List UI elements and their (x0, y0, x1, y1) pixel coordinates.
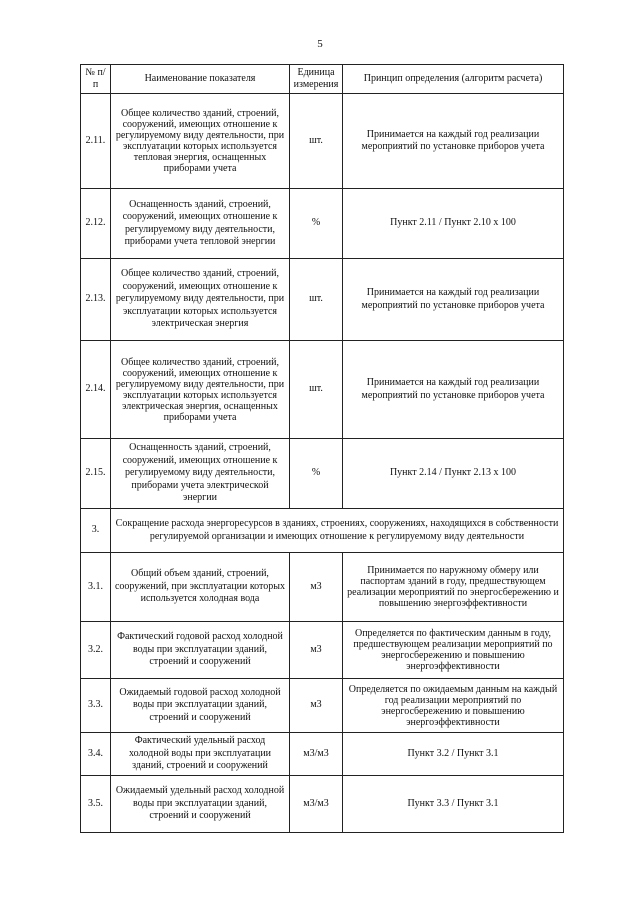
row-name: Фактический годовой расход холодной воды при эксплуатации зданий, строений и сооружений (111, 622, 290, 679)
page-number: 5 (317, 38, 323, 50)
header-unit: Единица измерения (290, 65, 343, 94)
table-row (81, 679, 564, 733)
row-num: 2.14. (81, 341, 111, 439)
row-method: Принимается на каждый год реализации мероприятий по установке приборов учета (343, 94, 564, 189)
row-num: 3.1. (81, 553, 111, 622)
row-name: Фактический удельный расход холодной воды при эксплуатации зданий, строений и сооружений (111, 733, 290, 776)
table-row (81, 189, 564, 259)
row-unit: м3 (290, 622, 343, 679)
row-num: 3.3. (81, 679, 111, 733)
row-name: Ожидаемый годовой расход холодной воды при эксплуатации зданий, строений и сооружений (111, 679, 290, 733)
row-unit: м3 (290, 679, 343, 733)
row-num: 2.15. (81, 439, 111, 509)
section-title: Сокращение расхода энергоресурсов в зданиях, строениях, сооружениях, находящихся в собственности регулируемой организации и имеющих отношение к регулируемому виду деятельности (111, 509, 564, 553)
table-header-row (81, 65, 564, 94)
row-unit: % (290, 189, 343, 259)
table-row (81, 733, 564, 776)
header-method: Принцип определения (алгоритм расчета) (343, 65, 564, 94)
table-row (81, 341, 564, 439)
table-row (81, 776, 564, 833)
row-method: Пункт 3.3 / Пункт 3.1 (343, 776, 564, 833)
row-num: 2.12. (81, 189, 111, 259)
row-name: Общее количество зданий, строений, сооружений, имеющих отношение к регулируемому виду деятельности, при эксплуатации которых используется тепловая энергия, оснащенных приборами учета (111, 94, 290, 189)
row-name: Общее количество зданий, строений, сооружений, имеющих отношение к регулируемому виду деятельности, при эксплуатации которых используется электрическая энергия (111, 259, 290, 341)
table-row (81, 622, 564, 679)
row-method: Определяется по ожидаемым данным на каждый год реализации мероприятий по энергосбережению и повышению энергоэффективности (343, 679, 564, 733)
row-method: Принимается на каждый год реализации мероприятий по установке приборов учета (343, 341, 564, 439)
table-row (81, 553, 564, 622)
row-unit: м3/м3 (290, 733, 343, 776)
row-name: Ожидаемый удельный расход холодной воды при эксплуатации зданий, строений и сооружений (111, 776, 290, 833)
row-unit: шт. (290, 94, 343, 189)
row-method: Пункт 2.11 / Пункт 2.10 x 100 (343, 189, 564, 259)
row-method: Пункт 3.2 / Пункт 3.1 (343, 733, 564, 776)
row-method: Определяется по фактическим данным в году, предшествующем реализации мероприятий по энергосбережению и повышению энергоэффективности (343, 622, 564, 679)
header-num: № п/п (81, 65, 111, 94)
section-row (81, 509, 564, 553)
row-unit: % (290, 439, 343, 509)
section-num: 3. (81, 509, 111, 553)
row-name: Общий объем зданий, строений, сооружений, при эксплуатации которых используется холодная вода (111, 553, 290, 622)
row-num: 2.11. (81, 94, 111, 189)
row-unit: шт. (290, 341, 343, 439)
row-num: 3.4. (81, 733, 111, 776)
row-method: Пункт 2.14 / Пункт 2.13 x 100 (343, 439, 564, 509)
row-name: Оснащенность зданий, строений, сооружений, имеющих отношение к регулируемому виду деятельности, приборами учета электрической энергии (111, 439, 290, 509)
table-row (81, 94, 564, 189)
row-unit: м3/м3 (290, 776, 343, 833)
row-unit: шт. (290, 259, 343, 341)
table-row (81, 259, 564, 341)
row-name: Оснащенность зданий, строений, сооружений, имеющих отношение к регулируемому виду деятельности, приборами учета тепловой энергии (111, 189, 290, 259)
row-num: 2.13. (81, 259, 111, 341)
table-row (81, 439, 564, 509)
header-name: Наименование показателя (111, 65, 290, 94)
row-num: 3.5. (81, 776, 111, 833)
row-unit: м3 (290, 553, 343, 622)
indicator-table (80, 64, 564, 833)
row-method: Принимается на каждый год реализации мероприятий по установке приборов учета (343, 259, 564, 341)
row-method: Принимается по наружному обмеру или паспортам зданий в году, предшествующем реализации мероприятий по энергосбережению и повышению энергоэффективности (343, 553, 564, 622)
row-num: 3.2. (81, 622, 111, 679)
row-name: Общее количество зданий, строений, сооружений, имеющих отношение к регулируемому виду деятельности, при эксплуатации которых используется электрическая энергия, оснащенных приборами учета (111, 341, 290, 439)
